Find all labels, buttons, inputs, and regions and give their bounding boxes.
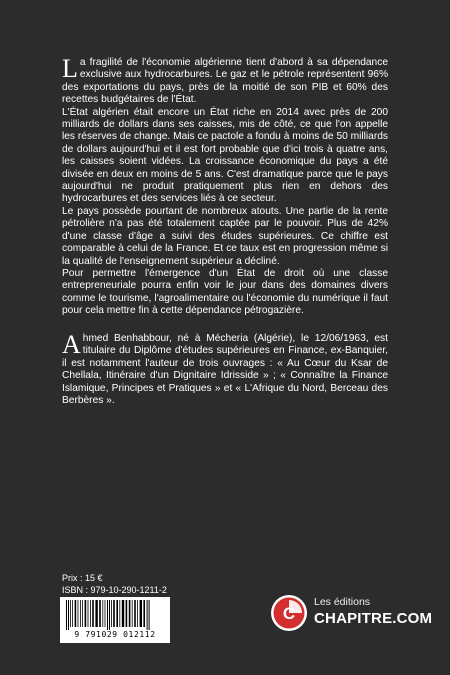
publisher-logo	[270, 594, 433, 636]
author-bio	[62, 330, 388, 407]
barcode-bar	[126, 600, 128, 627]
barcode-bar	[82, 600, 83, 627]
barcode-bar	[88, 600, 89, 627]
blurb-paragraph-1-text: a fragilité de l'économie algérienne tient d'abord à sa dépendance exclusive aux hydrocarbures. Le gaz et le pétrole représentent 96% des exportations du pays, près de la moitié de son PIB et 60% des recettes budgétaires de l'État.	[62, 57, 388, 106]
price-block	[62, 572, 167, 596]
bio-dropcap: A	[62, 330, 81, 359]
barcode-bar	[122, 600, 124, 627]
barcode-bar	[92, 600, 94, 627]
barcode-bar	[147, 600, 148, 630]
barcode-bar	[102, 600, 103, 627]
barcode-bar	[134, 600, 136, 627]
publisher-name-line2: CHAPITRE.COM	[314, 610, 433, 627]
barcode-bar	[70, 600, 71, 627]
barcode-bar	[80, 600, 81, 627]
blurb-paragraph-3: Le pays possède pourtant de nombreux atouts. Une partie de la rente pétrolière n'a pas été totalement captée par le pouvoir. Plus de 42% d'une classe d'âge a suivi des études supérieures. Ce chiffre est comparable à celui de la France. Et ce taux est en progression même si la qualité de l'enseignement supérieur a décliné.	[62, 205, 388, 267]
svg-text:C: C	[282, 604, 296, 623]
publisher-c-icon	[270, 594, 308, 632]
barcode-bar	[75, 600, 77, 627]
barcode-digits: 9 791029 012112	[74, 630, 156, 639]
author-bio-paragraph	[62, 330, 388, 407]
barcode-bar	[95, 600, 97, 627]
barcode-bar	[105, 600, 106, 627]
blurb-paragraph-1	[62, 54, 388, 107]
barcode	[60, 597, 170, 643]
barcode-bar	[109, 600, 110, 630]
barcode-bar	[78, 600, 79, 627]
barcode-bars	[64, 600, 166, 630]
barcode-bar	[129, 600, 131, 627]
blurb-dropcap: L	[62, 54, 78, 83]
cover-blurb	[62, 54, 388, 318]
barcode-bar	[113, 600, 115, 627]
barcode-bar	[137, 600, 138, 627]
blurb-paragraph-2: L'État algérien était encore un État riche en 2014 avec près de 200 milliards de dollars dans ses caisses, mis de côté, ce que l'on appelle les réserves de change. Mais ce pactole a fondu à moins de 50 milliards de dollars aujourd'hui et il est fort probable que d'ici trois à quatre ans, les caisses soient vidées. La croissance économique du pays a été divisée en deux en moins de 5 ans. C'est dramatique parce que le pays aujourd'hui ne produit pratiquement plus rien en dehors des hydrocarbures et des services liés à ce secteur.	[62, 106, 388, 205]
barcode-bar	[66, 600, 67, 630]
barcode-bar	[111, 600, 112, 627]
barcode-bar	[90, 600, 91, 627]
isbn-label: ISBN : 979-10-290-1211-2	[62, 585, 167, 595]
barcode-bar	[68, 600, 69, 630]
barcode-bar	[85, 600, 87, 627]
barcode-bar	[143, 600, 145, 627]
barcode-bar	[119, 600, 120, 627]
barcode-bar	[140, 600, 142, 627]
author-bio-text: hmed Benhabbour, né à Mécheria (Algérie), le 12/06/1963, est titulaire du Diplôme d'études supérieures en Finance, ex-Banquier, il est notamment l'auteur de trois ouvrages : « Au Cœur du Ksar de Chellala, Itinéraire d'un Dignitaire Idrisside » ; « Connaître la Finance Islamique, Principes et Pratiques » et « L'Afrique du Nord, Berceau des Berbères ».	[62, 333, 388, 407]
barcode-bar	[99, 600, 101, 627]
price-label: Prix : 15 €	[62, 573, 103, 583]
barcode-bar	[107, 600, 108, 630]
barcode-bar	[72, 600, 73, 627]
barcode-bar	[116, 600, 118, 627]
barcode-bar	[149, 600, 150, 630]
blurb-paragraph-4: Pour permettre l'émergence d'un État de droit où une classe entrepreneuriale pourra enfin voir le jour dans des domaines divers comme le tourisme, l'agroalimentaire ou l'économie du numérique il faut pour cela mettre fin à cette dépendance pétrogazière.	[62, 267, 388, 317]
barcode-bar	[132, 600, 133, 627]
publisher-name-line1: Les éditions	[314, 596, 371, 608]
